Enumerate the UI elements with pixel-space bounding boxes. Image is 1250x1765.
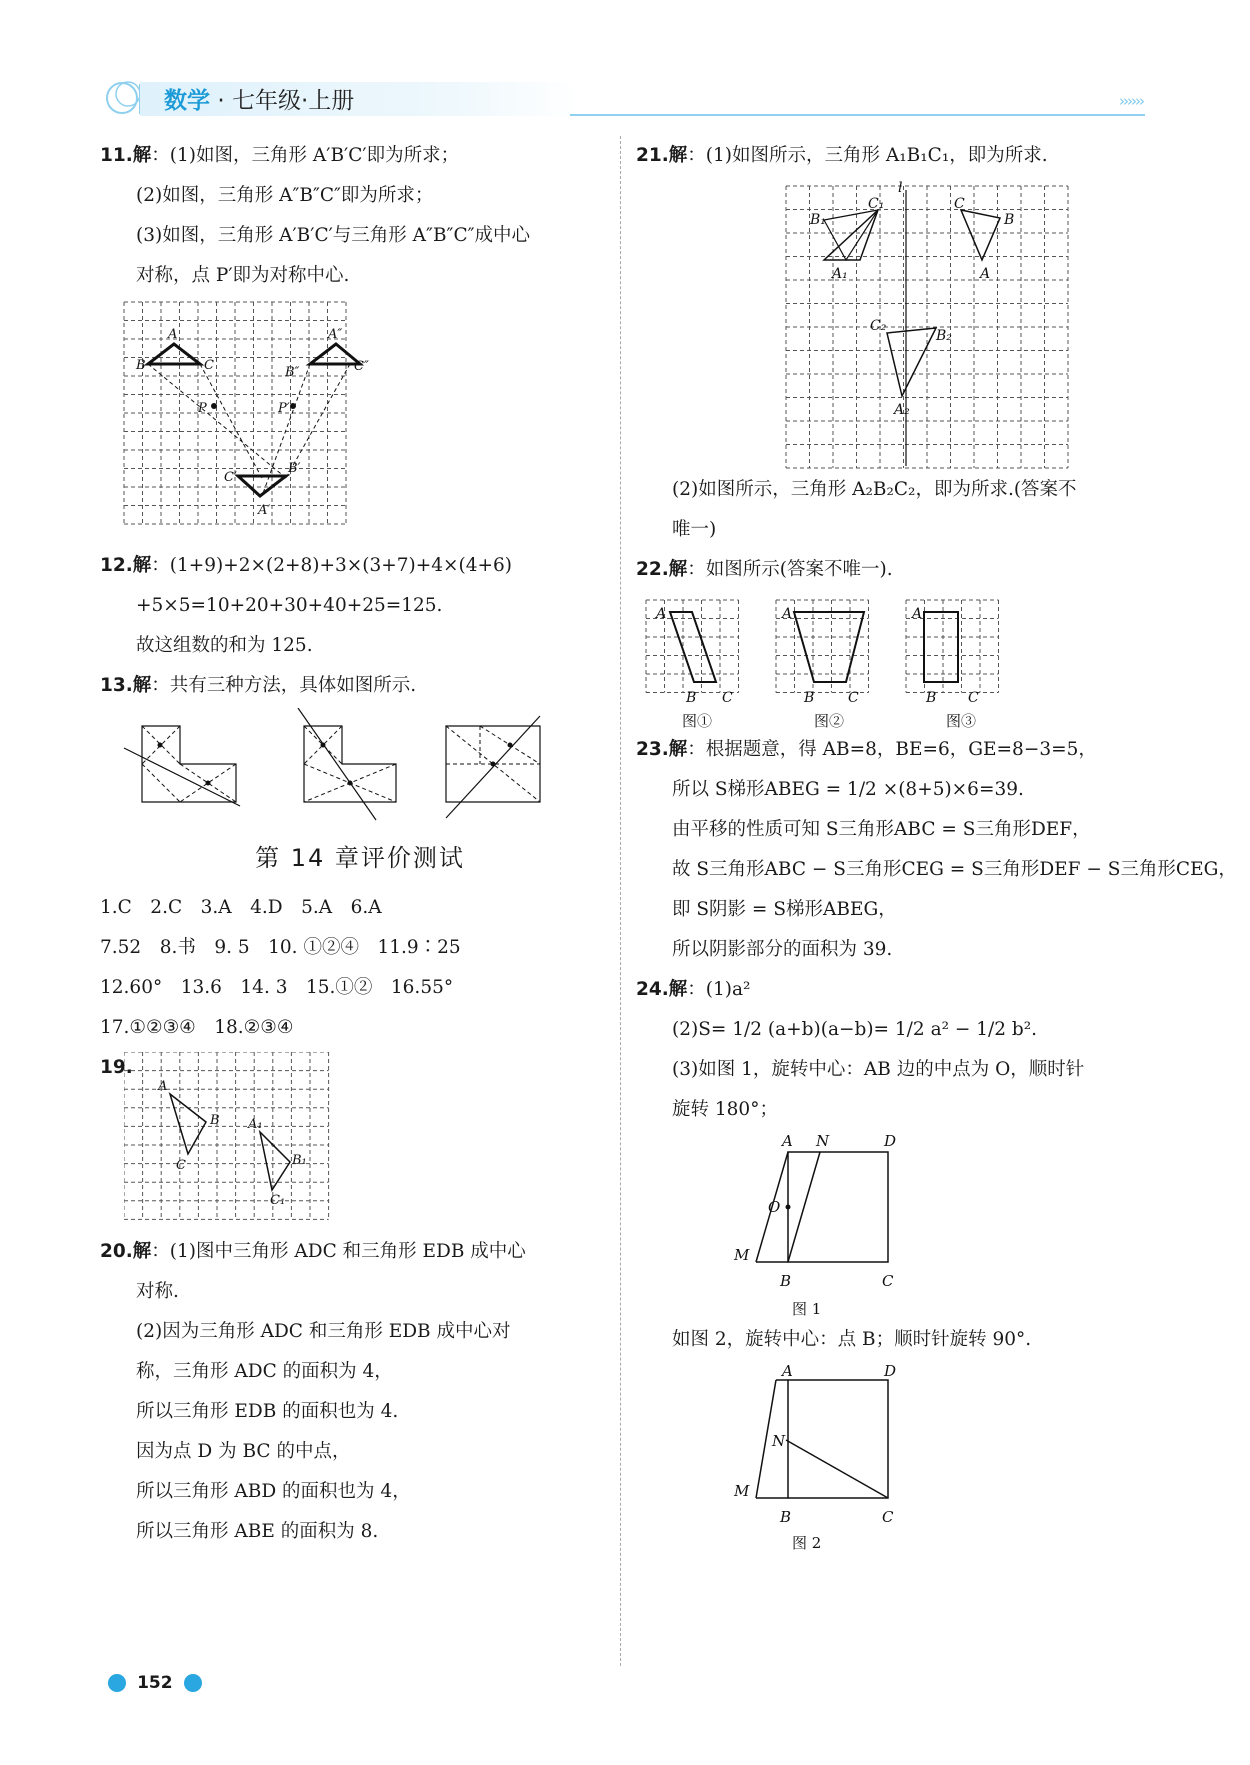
page-number: 152 xyxy=(137,1672,173,1693)
q11-line-3: (3)如图，三角形 A′B′C′与三角形 A″B″C″成中心 xyxy=(136,225,531,246)
q21-label-A1: A₁ xyxy=(832,266,848,282)
q11-line-1: 11.解：(1)如图，三角形 A′B′C′即为所求； xyxy=(100,145,460,166)
q21-label-B: B xyxy=(1004,212,1015,228)
svg-text:B: B xyxy=(780,1272,792,1290)
header-rule xyxy=(570,114,1145,116)
q19-label-B1: B₁ xyxy=(292,1153,307,1168)
q23-line-3: 由平移的性质可知 S三角形ABC = S三角形DEF， xyxy=(672,819,1091,840)
svg-text:M: M xyxy=(734,1246,750,1264)
left-column xyxy=(100,136,620,1552)
answers-row-1: 1.C 2.C 3.A 4.D 5.A 6.A xyxy=(100,897,382,918)
svg-text:B: B xyxy=(780,1508,792,1526)
q24-line-5: 如图 2，旋转中心：点 B；顺时针旋转 90°. xyxy=(672,1329,1032,1350)
q19-label-C1: C₁ xyxy=(270,1193,286,1208)
q20-line-5: 所以三角形 EDB 的面积也为 4. xyxy=(136,1401,399,1422)
grade-label: 七年级·上册 xyxy=(231,88,355,114)
q11-label-P1: P′ xyxy=(278,401,290,416)
answers-row-2: 7.52 8.书 9. 5 10. ①②④ 11.9∶25 xyxy=(100,937,461,958)
answers-row-4: 17.①②③④ 18.②③④ xyxy=(100,1017,294,1038)
section-title: 第 14 章评价测试 xyxy=(255,844,465,872)
q21-label-B1: B₁ xyxy=(810,212,826,228)
q22-line-1: 22.解：如图所示(答案不唯一). xyxy=(636,559,893,580)
q19-block xyxy=(100,1048,620,1228)
q24-caption-2: 图 2 xyxy=(792,1534,822,1550)
q21-label-C2: C₂ xyxy=(870,318,887,334)
svg-text:C: C xyxy=(722,690,733,706)
q19-figure xyxy=(124,1052,354,1232)
q20-line-3: (2)因为三角形 ADC 和三角形 EDB 成中心对 xyxy=(136,1321,511,1342)
svg-text:B: B xyxy=(686,690,697,706)
svg-text:C: C xyxy=(848,690,859,706)
q20-line-4: 称，三角形 ADC 的面积为 4， xyxy=(136,1361,393,1382)
svg-text:B: B xyxy=(926,690,937,706)
q20-line-2: 对称. xyxy=(136,1281,179,1302)
grid xyxy=(124,302,346,524)
svg-text:M: M xyxy=(734,1482,750,1500)
q21-label-B2: B₂ xyxy=(936,328,952,344)
q11-label-C1: C′ xyxy=(224,470,237,485)
q23-line-6: 所以阴影部分的面积为 39. xyxy=(672,939,893,960)
q21-label-A2: A₂ xyxy=(894,402,910,418)
q21-line-2: (2)如图所示，三角形 A₂B₂C₂，即为所求.(答案不 xyxy=(672,479,1077,500)
svg-text:A: A xyxy=(782,606,793,622)
svg-text:C: C xyxy=(882,1508,894,1526)
q13-line-1: 13.解：共有三种方法，具体如图所示. xyxy=(100,675,417,696)
q23-line-5: 即 S阴影 = S梯形ABEG， xyxy=(672,899,897,920)
q24-figure-2 xyxy=(636,1360,1156,1550)
q19-label-A1: A₁ xyxy=(248,1117,263,1132)
footer-dot-icon xyxy=(184,1674,202,1692)
q19-num: 19. xyxy=(100,1057,133,1078)
q23-line-1: 23.解：根据题意，得 AB=8，BE=6，GE=8−3=5， xyxy=(636,739,1097,760)
q11-label-B2: B″ xyxy=(285,365,300,380)
svg-text:O: O xyxy=(768,1198,781,1216)
svg-text:N: N xyxy=(772,1432,786,1450)
q24-figure-1 xyxy=(636,1130,1156,1320)
q22-caption-3: 图③ xyxy=(946,712,977,730)
q20-line-7: 所以三角形 ABD 的面积也为 4， xyxy=(136,1481,411,1502)
header-arrows-icon: ›››››› xyxy=(1119,92,1143,110)
q11-label-C2: C″ xyxy=(354,359,369,374)
title-dot: · xyxy=(217,88,225,114)
q22-figure xyxy=(636,590,1156,730)
q11-line-4: 对称，点 P′即为对称中心. xyxy=(136,265,350,286)
page-header xyxy=(100,78,1145,118)
q12-line-2: +5×5=10+20+30+40+25=125. xyxy=(136,595,443,616)
svg-text:A: A xyxy=(782,1132,793,1150)
q20-line-6: 因为点 D 为 BC 的中点， xyxy=(136,1441,351,1462)
q23-line-2: 所以 S梯形ABEG = 1/2 ×(8+5)×6=39. xyxy=(672,779,1024,800)
q21-line-1: 21.解：(1)如图所示，三角形 A₁B₁C₁，即为所求. xyxy=(636,145,1048,166)
q11-label-P: P xyxy=(198,401,207,416)
svg-text:A: A xyxy=(782,1362,793,1380)
q24-line-3: (3)如图 1，旋转中心：AB 边的中点为 O，顺时针 xyxy=(672,1059,1085,1080)
q21-label-C1: C₁ xyxy=(868,196,885,212)
q21-label-A: A xyxy=(980,266,991,282)
svg-text:C: C xyxy=(968,690,979,706)
footer-dot-icon xyxy=(108,1674,126,1692)
q24-line-1: 24.解：(1)a² xyxy=(636,979,751,1000)
svg-text:D: D xyxy=(884,1362,897,1380)
q11-label-B: B xyxy=(136,358,146,373)
page-footer xyxy=(108,1672,202,1696)
right-column xyxy=(636,136,1237,1550)
q11-line-2: (2)如图，三角形 A″B″C″即为所求； xyxy=(136,185,434,206)
subject-label: 数学 xyxy=(164,88,210,114)
q11-label-A: A xyxy=(168,327,178,342)
q11-label-C: C xyxy=(204,358,214,373)
q12-line-1: 12.解：(1+9)+2×(2+8)+3×(3+7)+4×(4+6) xyxy=(100,555,513,576)
q24-line-4: 旋转 180°； xyxy=(672,1099,778,1120)
q22-caption-1: 图① xyxy=(682,712,713,730)
q21-label-l: l xyxy=(898,180,903,196)
q23-line-4: 故 S三角形ABC − S三角形CEG = S三角形DEF − S三角形CEG， xyxy=(672,859,1237,880)
q13-figure xyxy=(100,708,620,828)
svg-text:A: A xyxy=(912,606,923,622)
svg-text:D: D xyxy=(884,1132,897,1150)
q22-caption-2: 图② xyxy=(814,712,845,730)
q24-caption-1: 图 1 xyxy=(792,1300,822,1318)
q19-label-B: B xyxy=(210,1113,220,1128)
page-title xyxy=(164,82,354,115)
q19-label-C: C xyxy=(176,1158,186,1173)
q21-label-C: C xyxy=(954,196,965,212)
q21-figure xyxy=(636,178,1156,470)
q11-label-B1: B′ xyxy=(288,461,301,476)
svg-text:B: B xyxy=(804,690,815,706)
q12-line-3: 故这组数的和为 125. xyxy=(136,635,313,656)
q11-label-A2: A″ xyxy=(328,327,343,342)
q20-line-1: 20.解：(1)图中三角形 ADC 和三角形 EDB 成中心 xyxy=(100,1241,526,1262)
q21-line-3: 唯一) xyxy=(672,519,717,540)
svg-text:C: C xyxy=(882,1272,894,1290)
q11-label-A1: A′ xyxy=(258,503,271,518)
q19-label-A: A xyxy=(158,1079,168,1094)
q24-line-2: (2)S= 1/2 (a+b)(a−b)= 1/2 a² − 1/2 b². xyxy=(672,1019,1038,1040)
svg-text:N: N xyxy=(816,1132,830,1150)
q11-figure xyxy=(100,300,620,540)
q20-line-8: 所以三角形 ABE 的面积为 8. xyxy=(136,1521,379,1542)
answers-row-3: 12.60° 13.6 14. 3 15.①② 16.55° xyxy=(100,977,454,998)
svg-text:A: A xyxy=(656,606,667,622)
column-divider xyxy=(620,136,621,1666)
